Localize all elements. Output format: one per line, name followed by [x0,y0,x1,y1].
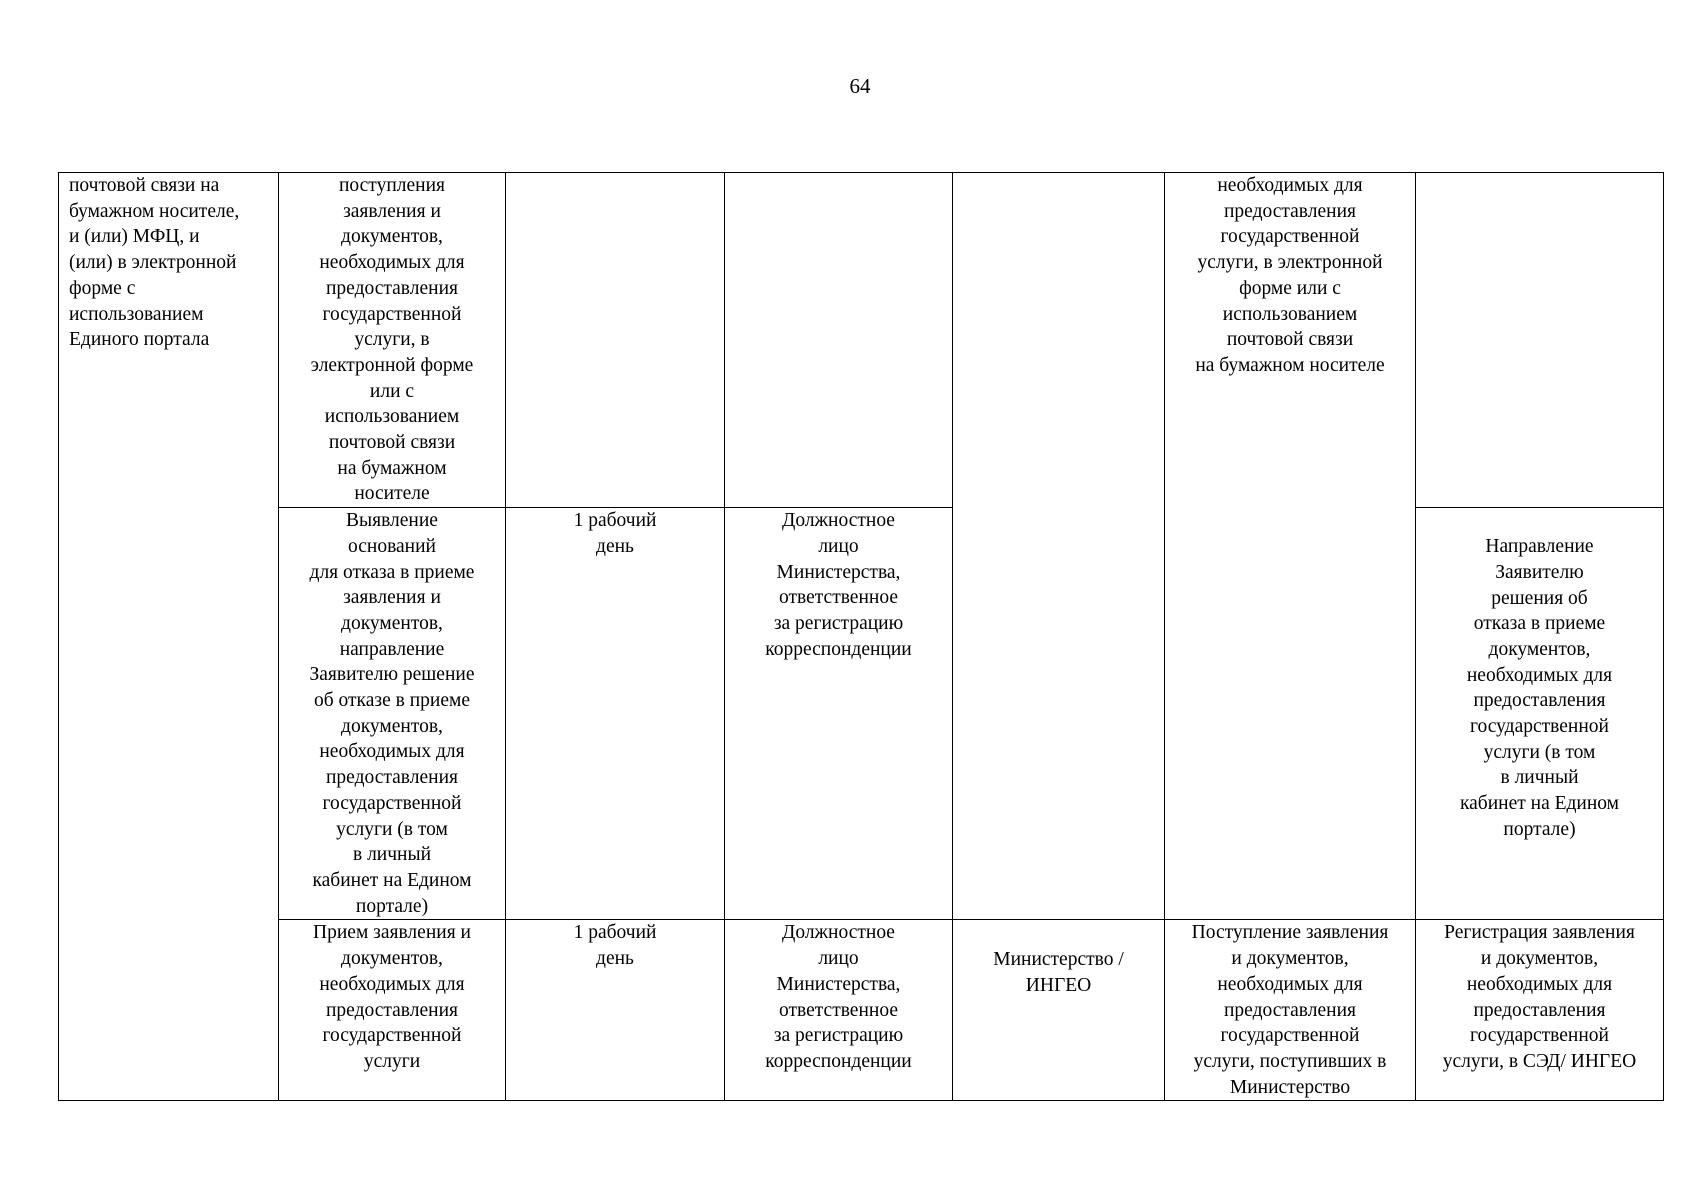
table-cell-action: Прием заявления и документов, необходимых для предоставления государственной услуги [279,920,506,1101]
table-cell-responsible [725,173,953,508]
table-cell-criteria: необходимых для предоставления государственной услуги, в электронной форме или с использованием почтовой связи на бумажном носителе [1165,173,1416,920]
table-cell-basis: почтовой связи на бумажном носителе, и (или) МФЦ, и (или) в электронной форме с использованием Единого портала [59,173,279,1101]
table-cell-responsible: Должностное лицо Министерства, ответственное за регистрацию корреспонденции [725,508,953,920]
table-cell-location [953,173,1165,920]
table-row [59,173,1664,508]
table-cell-action: поступления заявления и документов, необходимых для предоставления государственной услуги, в электронной форме или с использованием почтовой связи на бумажном носителе [279,173,506,508]
table-row [59,508,1664,920]
table-row [59,920,1664,1101]
table-cell-responsible: Должностное лицо Министерства, ответственное за регистрацию корреспонденции [725,920,953,1101]
table-cell-action: Выявление оснований для отказа в приеме заявления и документов, направление Заявителю решение об отказе в приеме документов, необходимых для предоставления государственной услуги (в том в личный кабинет на Едином портале) [279,508,506,920]
table-cell-duration: 1 рабочий день [506,508,725,920]
page-number: 64 [849,74,871,98]
table-cell-criteria: Поступление заявления и документов, необходимых для предоставления государственной услуги, поступивших в Министерство [1165,920,1416,1101]
table-cell-result: Регистрация заявления и документов, необходимых для предоставления государственной услуги, в СЭД/ ИНГЕО [1416,920,1664,1101]
table-cell-duration [506,173,725,508]
table-cell-duration: 1 рабочий день [506,920,725,1101]
table-cell-location: Министерство / ИНГЕО [953,920,1165,1101]
table-cell-result [1416,173,1664,508]
table-cell-result: Направление Заявителю решения об отказа в приеме документов, необходимых для предоставления государственной услуги (в том в личный кабинет на Едином портале) [1416,508,1664,920]
procedure-table [58,172,1664,1101]
